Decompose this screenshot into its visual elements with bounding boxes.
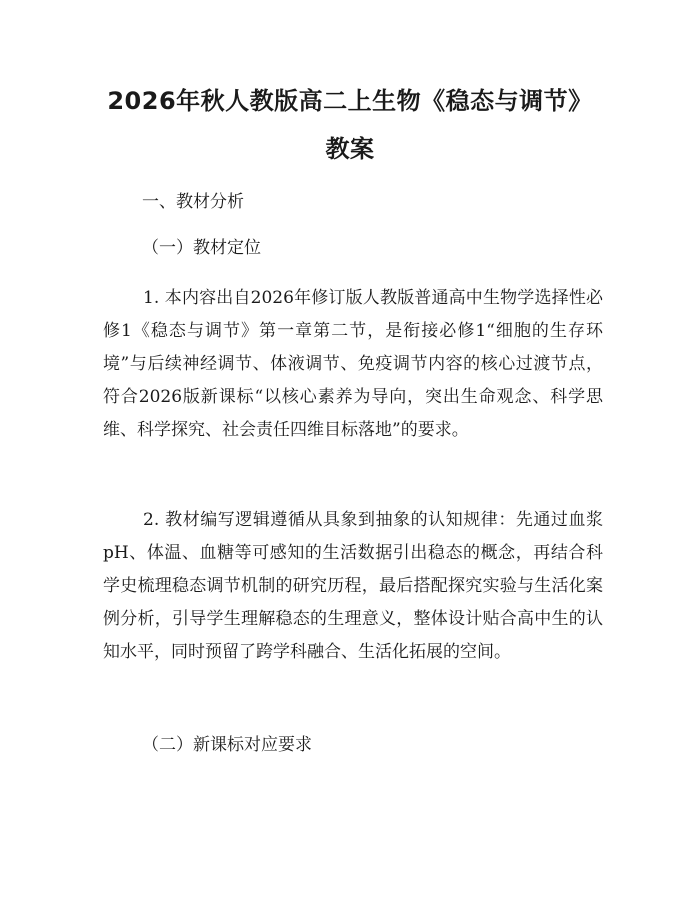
document-title-line1: 2026年秋人教版高二上生物《稳态与调节》 [107, 87, 593, 115]
paragraph-1: 1. 本内容出自2026年修订版人教版普通高中生物学选择性必修1《稳态与调节》第一章第二节，是衔接必修1“细胞的生存环境”与后续神经调节、体液调节、免疫调节内容的核心过渡节点，符合2026版新课标“以核心素养为导向，突出生命观念、科学思维、科学探究、社会责任四维目标落地”的要求。 [103, 288, 603, 440]
section-heading-textbook-analysis: 一、教材分析 [142, 192, 244, 212]
subsection-heading-positioning: （一）教材定位 [142, 238, 261, 258]
subsection-heading-curriculum-requirements: （二）新课标对应要求 [142, 735, 312, 755]
paragraph-2: 2. 教材编写逻辑遵循从具象到抽象的认知规律：先通过血浆pH、体温、血糖等可感知的生活数据引出稳态的概念，再结合科学史梳理稳态调节机制的研究历程，最后搭配探究实验与生活化案例分析，引导学生理解稳态的生理意义，整体设计贴合高中生的认知水平，同时预留了跨学科融合、生活化拓展的空间。 [103, 510, 603, 662]
document-title-line2: 教案 [325, 135, 375, 163]
